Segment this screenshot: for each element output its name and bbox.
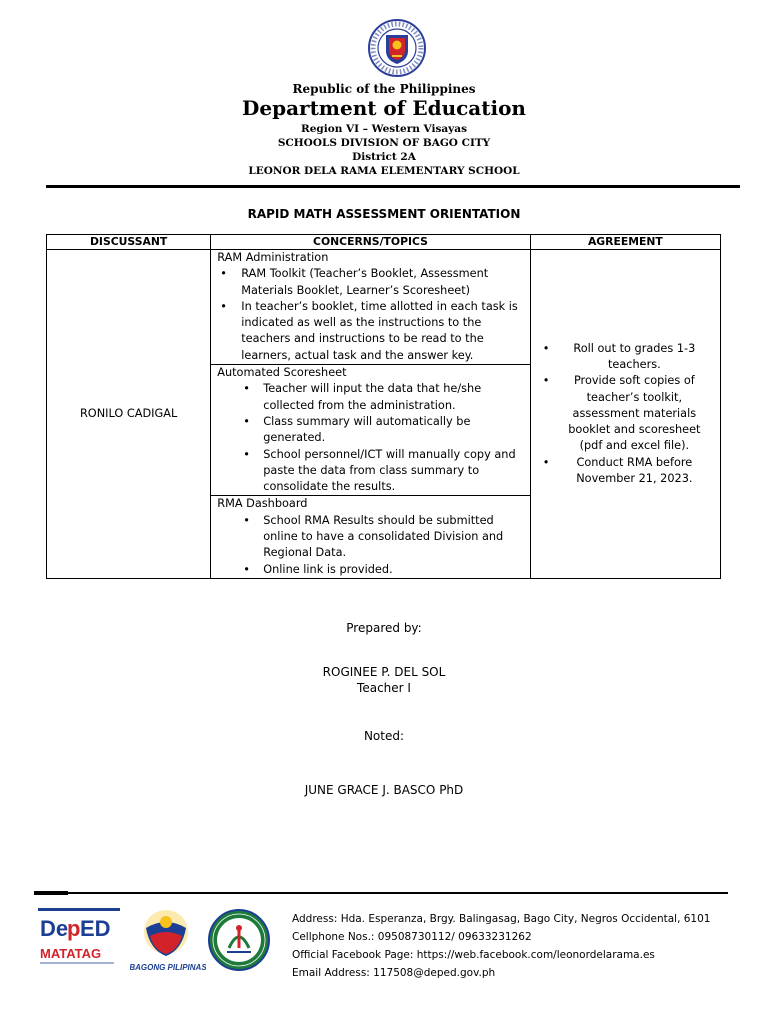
svg-text:MATATAG: MATATAG — [40, 946, 102, 961]
section-title: RMA Dashboard — [217, 497, 308, 511]
noted-by-name: JUNE GRACE J. BASCO PhD — [304, 783, 464, 797]
list-item: • School personnel/ICT will manually copy and paste the data from class summary to consolidate the results. — [217, 447, 525, 496]
agreement-cell — [530, 250, 720, 579]
section-ram-administration — [211, 250, 529, 364]
list-item: • In teacher’s booklet, time allotted in each task is indicated as well as the instructions to the teachers and instructions to be read to the learners, actual task and the answer key. — [217, 299, 525, 364]
footer-address: Address: Hda. Esperanza, Brgy. Balingasag, Bago City, Negros Occidental, 6101 — [292, 913, 711, 925]
list-item: • Class summary will automatically be generated. — [217, 414, 525, 447]
section-title: RAM Administration — [217, 251, 329, 264]
prepared-by-position: Teacher I — [357, 681, 411, 695]
section-list — [217, 513, 525, 578]
prepared-by-label: Prepared by: — [346, 621, 422, 635]
prepared-by-name: ROGINEE P. DEL SOL — [322, 665, 446, 679]
agreement-item: • Provide soft copies of teacher’s toolkit, assessment materials booklet and scoresheet (pdf and excel file). — [531, 373, 720, 454]
footer-facebook-link[interactable]: Official Facebook Page: https://web.facebook.com/leonordelarama.es — [292, 949, 655, 961]
footer-divider-accent — [34, 891, 68, 895]
topics-cell — [211, 250, 530, 579]
header-divider — [46, 185, 740, 188]
footer-divider — [34, 892, 728, 894]
agreement-item: • Roll out to grades 1-3 teachers. — [531, 341, 720, 374]
agreement-list — [531, 341, 720, 488]
list-item: • Teacher will input the data that he/she collected from the administration. — [217, 381, 525, 414]
footer-email-link[interactable]: Email Address: 117508@deped.gov.ph — [292, 967, 496, 979]
list-item: • Online link is provided. — [217, 562, 525, 578]
header-republic: Republic of the Philippines — [292, 82, 476, 96]
document-title: RAPID MATH ASSESSMENT ORIENTATION — [247, 207, 521, 221]
noted-label: Noted: — [363, 729, 405, 743]
discussant-cell: RONILO CADIGAL — [47, 250, 211, 579]
footer-contact-info — [292, 910, 710, 982]
header-department: Department of Education — [242, 96, 526, 120]
section-list — [217, 381, 525, 495]
section-automated-scoresheet — [211, 364, 529, 495]
header-region: Region VI – Western Visayas — [300, 123, 467, 135]
section-rma-dashboard — [211, 495, 529, 577]
school-seal-logo — [207, 908, 271, 972]
list-item: • RAM Toolkit (Teacher’s Booklet, Assessment Materials Booklet, Learner’s Scoresheet) — [217, 266, 525, 299]
header-concerns-topics: CONCERNS/TOPICS — [211, 235, 530, 250]
orientation-table — [46, 234, 721, 579]
svg-text:p: p — [67, 916, 81, 941]
header-school: LEONOR DELA RAMA ELEMENTARY SCHOOL — [248, 165, 520, 177]
deped-matatag-logo — [38, 908, 120, 968]
svg-text:ED: ED — [80, 916, 111, 941]
table-row — [47, 250, 721, 579]
header-division: SCHOOLS DIVISION OF BAGO CITY — [277, 137, 491, 149]
header-district: District 2A — [352, 151, 416, 163]
list-item: • School RMA Results should be submitted online to have a consolidated Division and Regional Data. — [217, 513, 525, 562]
agreement-item: • Conduct RMA before November 21, 2023. — [531, 455, 720, 488]
table-header-row — [47, 235, 721, 250]
svg-text:BAGONG PILIPINAS: BAGONG PILIPINAS — [130, 963, 206, 972]
bagong-pilipinas-logo — [130, 906, 206, 974]
header-agreement: AGREEMENT — [530, 235, 720, 250]
header-discussant: DISCUSSANT — [47, 235, 211, 250]
svg-text:De: De — [40, 916, 69, 941]
deped-seal-logo — [361, 18, 433, 78]
section-title: Automated Scoresheet — [217, 366, 347, 380]
section-list — [217, 266, 525, 364]
footer-cellphone: Cellphone Nos.: 09508730112/ 09633231262 — [292, 931, 532, 943]
